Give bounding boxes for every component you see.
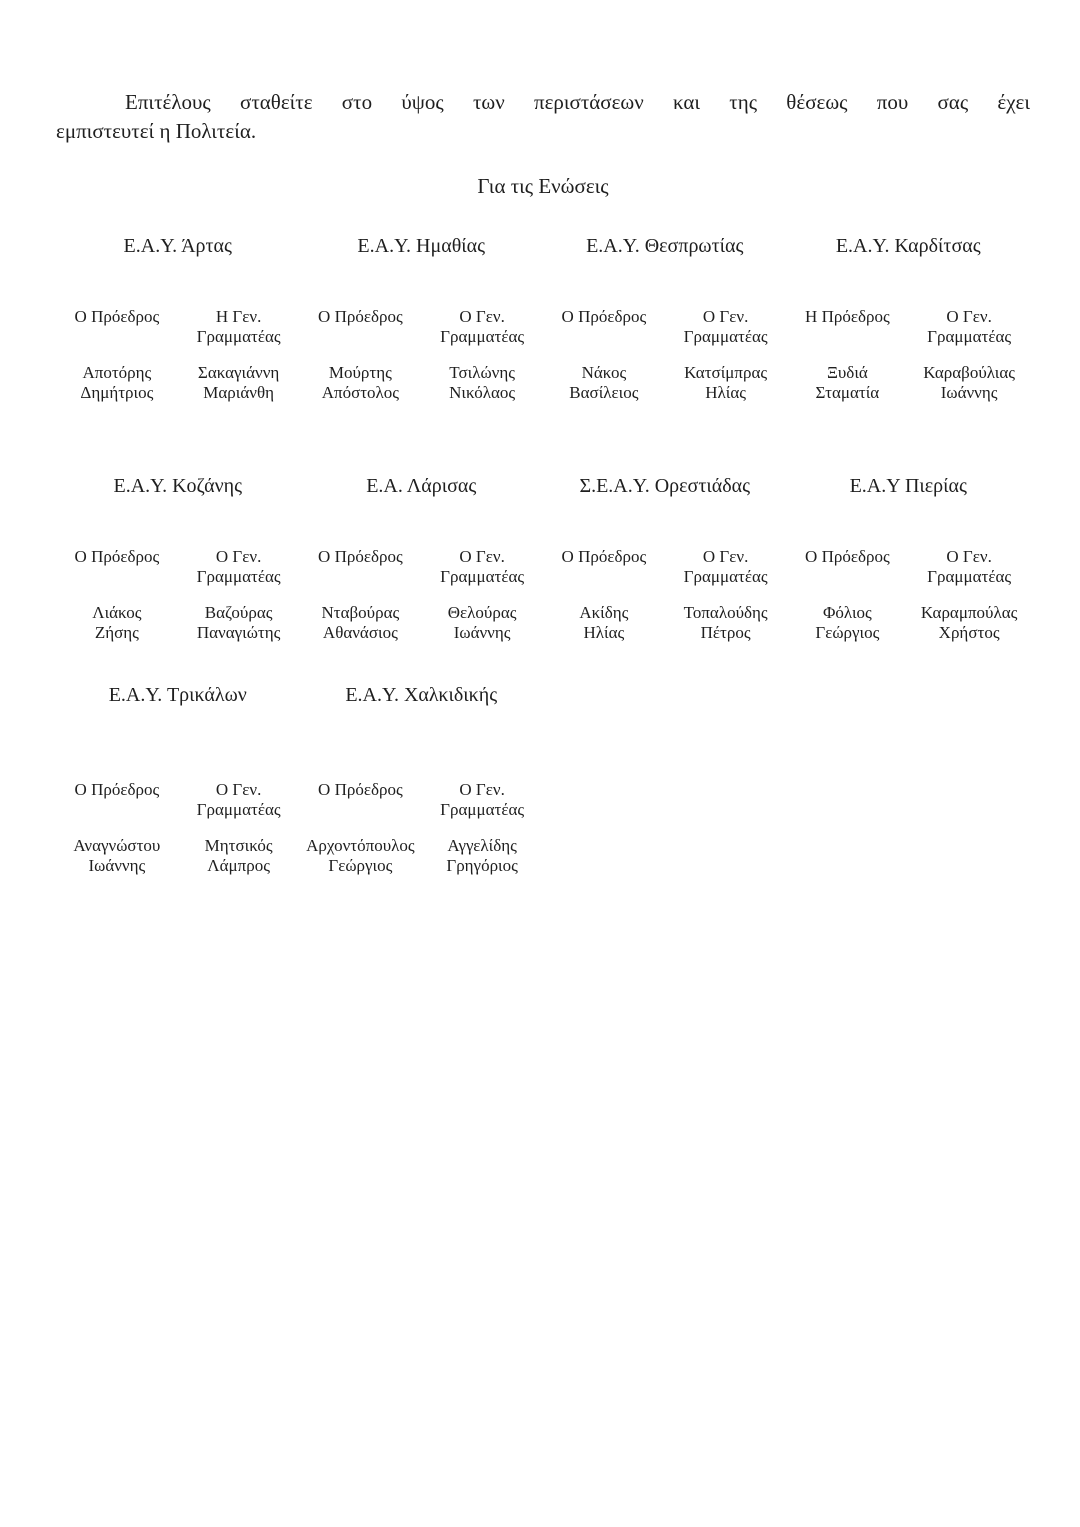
union-name: Ε.Α.Υ. Ημαθίας [357,235,486,257]
secretary-label-line: Γραμματέας [196,567,281,586]
president-surname: Αρχοντόπουλος [306,836,415,855]
union-block-pierias [787,473,1031,643]
secretary-label [421,307,543,347]
signer-names [300,836,544,876]
union-name: Ε.Α.Υ. Άρτας [123,235,232,257]
president-name [543,603,665,643]
president-surname: Λιάκος [92,603,142,622]
union-block-imathias [300,233,544,403]
signer-names [300,363,544,403]
union-block-larisas [300,473,544,643]
president-name [300,363,422,403]
secretary-surname: Κατσίμπρας [684,363,768,382]
secretary-surname: Τσιλώνης [449,363,515,382]
secretary-label-line: Γραμματέας [440,800,525,819]
role-labels [300,780,544,820]
union-block-artas [56,233,300,403]
signer-names [543,363,787,403]
role-labels [543,547,787,587]
role-labels [787,307,1031,347]
secretary-label-line: Ο Γεν. [946,307,992,326]
union-name: Ε.Α. Λάρισας [366,475,477,497]
secretary-surname: Καραμπούλας [920,603,1018,622]
signer-names [787,363,1031,403]
secretary-label-line: Γραμματέας [683,567,768,586]
secretary-name [908,603,1030,643]
president-name [787,603,909,643]
president-label: Ο Πρόεδρος [318,547,403,566]
president-label: Ο Πρόεδρος [74,307,160,326]
president-firstname: Σταματία [815,383,880,402]
secretary-label-line: Ο Γεν. [215,780,262,799]
secretary-label-line: Γραμματέας [196,327,281,346]
paragraph-line: εμπιστευτεί η Πολιτεία. [56,119,257,143]
secretary-surname: Καραβούλιας [923,363,1015,382]
secretary-name [665,603,787,643]
secretary-firstname: Νικόλαος [449,383,516,402]
president-name [56,603,178,643]
secretary-name [421,363,543,403]
union-name: Ε.Α.Υ Πιερίας [849,475,967,497]
union-name: Ε.Α.Υ. Θεσπρωτίας [586,235,744,257]
president-surname: Ακίδης [579,603,629,622]
opening-paragraph [56,88,1030,146]
secretary-label-line: Ο Γεν. [946,547,992,566]
role-labels [56,780,300,820]
secretary-surname: Βαζούρας [204,603,273,622]
president-label: Ο Πρόεδρος [318,780,403,799]
role-labels [787,547,1031,587]
secretary-label-line: Γραμματέας [440,567,525,586]
union-name: Σ.Ε.Α.Υ. Ορεστιάδας [579,475,751,497]
secretary-surname: Μητσικός [204,836,273,855]
secretary-label [178,547,300,587]
union-block-karditsas [787,233,1031,403]
president-firstname: Δημήτριος [80,383,154,402]
secretary-label-line: Ο Γεν. [702,547,749,566]
secretary-label [665,547,787,587]
secretary-label-line: Γραμματέας [927,567,1012,586]
secretary-firstname: Γρηγόριος [446,856,518,875]
president-firstname: Ζήσης [94,623,139,642]
secretary-label-line: Γραμματέας [440,327,525,346]
union-block-chalkidikis [300,682,544,876]
president-name [543,363,665,403]
secretary-label [908,307,1030,347]
secretary-firstname: Πέτρος [700,623,751,642]
secretary-label [178,307,300,347]
union-name: Ε.Α.Υ. Κοζάνης [113,475,243,497]
president-firstname: Ηλίας [583,623,625,642]
president-name [56,363,178,403]
president-firstname: Γεώργιος [815,623,880,642]
secretary-label-line: Γραμματέας [196,800,281,819]
role-labels [56,547,300,587]
president-firstname: Βασίλειος [569,383,639,402]
president-label: Ο Πρόεδρος [74,780,160,799]
president-label: Ο Πρόεδρος [74,547,160,566]
president-surname: Νάκος [581,363,627,382]
secretary-label [421,547,543,587]
union-name: Ε.Α.Υ. Χαλκιδικής [345,684,498,706]
president-label: Η Πρόεδρος [805,307,890,326]
signer-names [543,603,787,643]
union-row-1 [56,233,1030,403]
role-labels [300,547,544,587]
secretary-firstname: Ιωάννης [453,623,511,642]
secretary-label [665,307,787,347]
president-surname: Αναγνώστου [73,836,161,855]
role-labels [300,307,544,347]
president-label: Ο Πρόεδρος [561,307,647,326]
secretary-label-line: Ο Γεν. [215,547,262,566]
role-labels [543,307,787,347]
president-surname: Μούρτης [328,363,392,382]
president-label: Ο Πρόεδρος [561,547,647,566]
secretary-label-line: Γραμματέας [683,327,768,346]
signer-names [56,603,300,643]
secretary-firstname: Ιωάννης [940,383,998,402]
secretary-label [178,780,300,820]
secretary-name [178,363,300,403]
secretary-surname: Σακαγιάννη [197,363,280,382]
secretary-label-line: Γραμματέας [927,327,1012,346]
president-name [300,836,422,876]
president-surname: Νταβούρας [321,603,400,622]
president-name [300,603,422,643]
secretary-firstname: Χρήστος [938,623,1000,642]
president-firstname: Γεώργιος [328,856,393,875]
president-label: Ο Πρόεδρος [805,547,890,566]
secretary-name [421,836,543,876]
secretary-label-line: Ο Γεν. [702,307,749,326]
signer-names [300,603,544,643]
secretary-firstname: Λάμπρος [207,856,270,875]
secretary-surname: Θελούρας [447,603,517,622]
role-labels [56,307,300,347]
secretary-firstname: Παναγιώτης [196,623,281,642]
union-row-2 [56,473,1030,643]
secretary-name [178,836,300,876]
secretary-name [178,603,300,643]
paragraph-line: Επιτέλους σταθείτε στο ύψος των περιστάσεων και της θέσεως που σας έχει [125,90,1030,114]
secretary-name [908,363,1030,403]
signer-names [56,836,300,876]
secretary-surname: Αγγελίδης [447,836,517,855]
secretary-label [421,780,543,820]
president-surname: Φόλιος [822,603,872,622]
signer-names [787,603,1031,643]
president-surname: Ξυδιά [826,363,868,382]
secretary-label-line: Ο Γεν. [459,780,505,799]
union-block-orestiadas [543,473,787,643]
secretary-firstname: Ηλίας [705,383,746,402]
secretary-firstname: Μαριάνθη [203,383,274,402]
president-name [56,836,178,876]
union-row-3 [56,682,1030,876]
secretary-name [421,603,543,643]
secretary-label-line: Η Γεν. [215,307,262,326]
secretary-label-line: Ο Γεν. [459,547,505,566]
president-name [787,363,909,403]
president-firstname: Απόστολος [321,383,400,402]
section-heading: Για τις Ενώσεις [477,174,609,198]
president-label: Ο Πρόεδρος [318,307,403,326]
union-block-trikalon [56,682,300,876]
union-block-thesprotias [543,233,787,403]
union-name: Ε.Α.Υ. Καρδίτσας [835,235,981,257]
secretary-surname: Τοπαλούδης [683,603,768,622]
president-surname: Αποτόρης [82,363,152,382]
president-firstname: Αθανάσιος [322,623,398,642]
secretary-label-line: Ο Γεν. [459,307,505,326]
union-name: Ε.Α.Υ. Τρικάλων [108,684,247,706]
signer-names [56,363,300,403]
union-block-kozanis [56,473,300,643]
secretary-label [908,547,1030,587]
president-firstname: Ιωάννης [88,856,146,875]
secretary-name [665,363,787,403]
